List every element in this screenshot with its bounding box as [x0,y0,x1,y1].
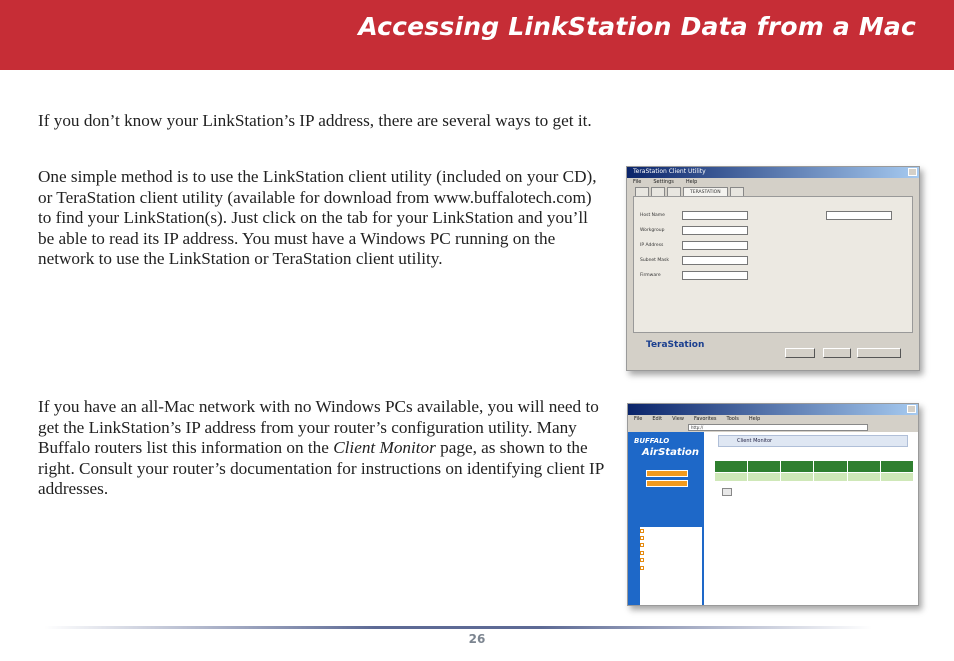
router-paragraph [38,397,608,500]
address-field: http:// [688,424,868,431]
dialog-button [823,348,851,358]
field-value [682,241,748,250]
sidebar-nav-item [640,586,702,593]
terastation-logo: TeraStation [646,340,705,350]
menu-item: Edit [652,416,663,422]
page-title: Accessing LinkStation Data from a Mac [358,12,916,41]
airstation-logo: AirStation [642,447,700,458]
checkbox-icon [640,529,644,533]
field-label: Host Name [640,213,665,218]
menu-item: Help [685,179,698,185]
sidebar-nav-item [640,571,702,578]
dialog-button [857,348,901,358]
buffalo-logo: BUFFALO [634,437,670,445]
sidebar-nav-item [640,579,702,586]
sidebar-button [646,480,688,487]
field-value [682,226,748,235]
terastation-client-utility-screenshot [626,166,920,371]
menu-item: File [634,416,643,422]
client-utility-paragraph: One simple method is to use the LinkStation client utility (included on your CD), or TeraStation client utility (available for download from www.buffalotech.com) to find your LinkStation(s). Just click on the tab for your LinkStation and you’ll be able to read its IP address. You must have a Windows PC running on the network to use the LinkStation or TeraStation client utility. [38,167,597,269]
menu-item: Settings [653,179,674,185]
router-paragraph-text: If you have an all-Mac network with no Windows PCs available, you will need to get the LinkStation’s IP address from your router’s configuration utility. Many Buffalo routers list this information on the [38,397,599,458]
close-icon [908,168,917,176]
close-icon [907,405,916,413]
tab-item: TERASTATION [683,187,728,197]
client-monitor-screenshot [627,403,919,606]
footer-rule [44,626,872,629]
router-paragraph-text-end: page, as shown to the right. Consult your router’s documentation for instructions on identifying client IP addresses. [38,438,604,499]
checkbox-icon [640,558,644,562]
address-bar [628,423,918,432]
page-number: 26 [468,632,486,646]
field-value [682,211,748,220]
menu-item: Favorites [693,416,717,422]
field-label: Subnet Mask [640,258,669,263]
delete-button [722,488,732,496]
router-sidebar [628,432,704,605]
table-cell [847,473,880,482]
field-value [682,271,748,280]
table-header-cell [748,461,781,473]
table-header-cell [715,461,748,473]
menu-bar [627,178,919,186]
field-label: Workgroup [640,228,665,233]
field-value [682,256,748,265]
checkbox-icon [640,543,644,547]
table-header-row [715,461,914,473]
window-title: TeraStation Client Utility [633,168,706,175]
window-titlebar [627,167,919,178]
client-monitor-heading: Client Monitor [718,435,908,447]
client-monitor-content [708,432,918,605]
table-row [715,473,914,482]
menu-item: File [633,179,642,185]
browser-menu-bar [628,415,918,423]
sidebar-button [646,470,688,477]
table-header-cell [847,461,880,473]
sidebar-nav-item [640,601,702,606]
checkbox-icon [640,536,644,540]
sidebar-nav [640,527,702,606]
menu-item: Tools [726,416,739,422]
checkbox-icon [640,551,644,555]
checkbox-icon [640,566,644,570]
table-header-cell [814,461,847,473]
sidebar-nav-item [640,549,702,556]
sidebar-nav-item [640,564,702,571]
sidebar-nav-item [640,527,702,534]
sidebar-nav-item [640,542,702,549]
field-label: IP Address [640,243,664,248]
sidebar-nav-item [640,557,702,564]
table-cell [781,473,814,482]
intro-paragraph: If you don’t know your LinkStation’s IP address, there are several ways to get it. [38,111,592,130]
settings-panel [633,196,913,350]
page-header-bar [0,0,954,70]
field-label: Firmware [640,273,661,278]
sidebar-nav-item [640,594,702,601]
menu-item: Help [748,416,761,422]
table-cell [748,473,781,482]
table-header-cell [880,461,913,473]
dialog-button [785,348,815,358]
table-header-cell [781,461,814,473]
client-monitor-term: Client Monitor [333,438,436,458]
table-cell [880,473,913,482]
client-table [714,460,914,482]
table-cell [814,473,847,482]
sidebar-nav-item [640,534,702,541]
menu-item: View [672,416,684,422]
field-value [826,211,892,220]
browser-titlebar [628,404,918,415]
table-cell [715,473,748,482]
